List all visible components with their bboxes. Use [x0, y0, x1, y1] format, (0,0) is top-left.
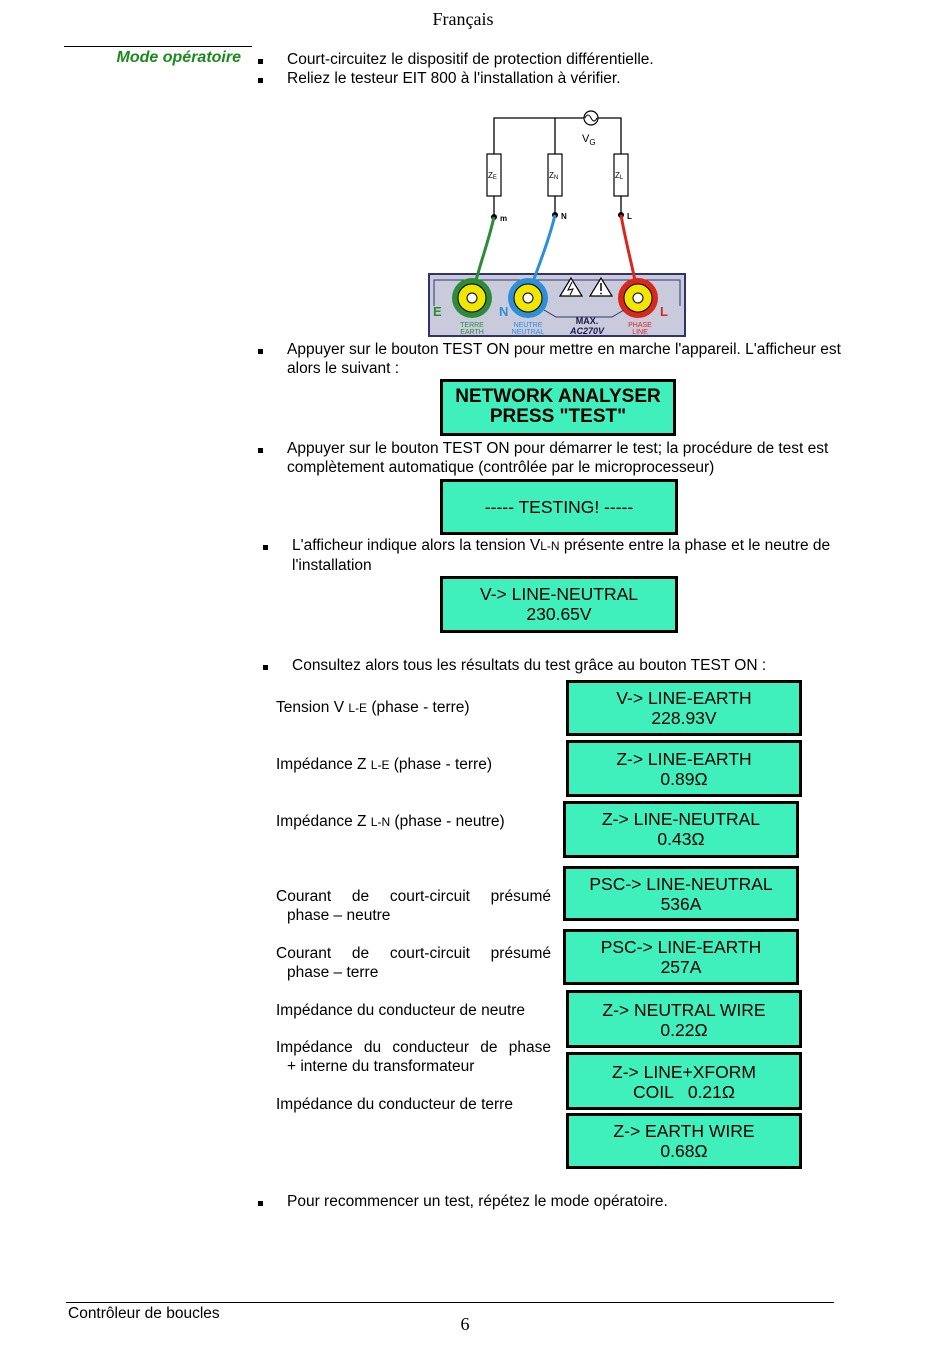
- lcd-display-network-analyser: [440, 379, 676, 436]
- max-voltage-label: AC270V: [569, 326, 605, 336]
- lcd-line: 0.89Ω: [660, 769, 708, 789]
- result-label-line-xform-cont: + interne du transformateur: [287, 1058, 475, 1075]
- terminal-label-neutral: N: [561, 212, 567, 221]
- result-label-psc-line-earth-cont: phase – terre: [287, 964, 379, 981]
- page-header-language: Français: [432, 9, 494, 29]
- max-label: MAX.: [575, 316, 599, 326]
- bullet-square-icon: [263, 665, 268, 670]
- result-label-psc-line-earth: Courant de court-circuit présumé: [276, 945, 551, 962]
- phase-label: PHASE: [628, 322, 652, 329]
- lcd-line: 228.93V: [651, 708, 717, 728]
- lcd-line: PRESS "TEST": [489, 406, 627, 427]
- lcd-display-psc-line-neutral: [563, 866, 799, 921]
- bullet-text: Court-circuitez le dispositif de protection différentielle.: [287, 51, 654, 68]
- bullet-item: [258, 50, 898, 69]
- section-rule: [64, 46, 252, 47]
- bullet-item: [263, 656, 863, 675]
- lcd-line: PSC-> LINE-EARTH: [600, 937, 762, 957]
- lcd-line: 536A: [660, 894, 702, 914]
- lcd-line: PSC-> LINE-NEUTRAL: [589, 874, 773, 894]
- result-label-psc-line-neutral: Courant de court-circuit présumé: [276, 888, 551, 905]
- result-label-neutral-wire: Impédance du conducteur de neutre: [276, 1002, 526, 1019]
- footer-title: Contrôleur de boucles: [68, 1305, 220, 1322]
- lcd-display-line-neutral-voltage: [440, 576, 678, 633]
- lcd-line: Z-> NEUTRAL WIRE: [602, 1000, 766, 1020]
- terminal-label-line: L: [627, 212, 632, 221]
- lcd-line: 230.65V: [526, 604, 592, 624]
- impedance-label-earth: ZE: [488, 171, 497, 181]
- lcd-display-earth-wire: [566, 1113, 802, 1169]
- bullet-square-icon: [258, 1201, 263, 1206]
- lcd-line: Z-> LINE+XFORM: [612, 1062, 756, 1082]
- lcd-line: Z-> LINE-EARTH: [616, 749, 752, 769]
- lcd-line: Z-> LINE-NEUTRAL: [601, 809, 760, 829]
- lcd-line: V-> LINE-EARTH: [616, 688, 752, 708]
- earth-letter: E: [433, 304, 442, 319]
- page-number: 6: [460, 1314, 470, 1334]
- bullet-square-icon: [258, 78, 263, 83]
- lcd-display-impedance-line-neutral: [563, 801, 799, 858]
- lcd-display-neutral-wire: [566, 990, 802, 1048]
- result-label-voltage-line-earth: Tension V L-E (phase - terre): [276, 699, 470, 716]
- bullet-text: Consultez alors tous les résultats du test grâce au bouton TEST ON :: [292, 657, 767, 674]
- terre-label: TERRE: [460, 322, 484, 329]
- bullet-square-icon: [263, 545, 268, 550]
- footer-rule: [66, 1302, 834, 1303]
- bullet-item: [258, 69, 898, 88]
- bullet-square-icon: [258, 349, 263, 354]
- lcd-line: ----- TESTING! -----: [484, 497, 634, 517]
- neutral-label: NEUTRAL: [511, 329, 545, 336]
- result-label-earth-wire: Impédance du conducteur de terre: [276, 1096, 513, 1113]
- lcd-display-testing: [440, 479, 678, 535]
- lcd-line: Z-> EARTH WIRE: [613, 1121, 755, 1141]
- lcd-display-psc-line-earth: [563, 929, 799, 985]
- lcd-display-line-xform: [566, 1052, 802, 1110]
- neutral-letter: N: [499, 304, 509, 319]
- lcd-line: 0.43Ω: [657, 829, 705, 849]
- bullet-square-icon: [258, 448, 263, 453]
- bullet-text: Appuyer sur le bouton TEST ON pour mettre en marche l'appareil. L'afficheur est alors le suivant :: [287, 341, 841, 377]
- result-label-impedance-line-earth: Impédance Z L-E (phase - terre): [276, 756, 492, 773]
- impedance-label-line: ZL: [615, 171, 624, 181]
- bullet-text: Pour recommencer un test, répétez le mode opératoire.: [287, 1193, 668, 1210]
- lcd-line: 0.68Ω: [660, 1141, 708, 1161]
- lcd-display-impedance-line-earth: [566, 740, 802, 797]
- connection-diagram: [428, 104, 688, 338]
- result-label-impedance-line-neutral: Impédance Z L-N (phase - neutre): [276, 813, 505, 830]
- generator-label: $V_G$: [582, 133, 596, 147]
- bullet-text: L'afficheur indique alors la tension VL-N présente entre la phase et le neutre de l'installation: [292, 537, 831, 574]
- neutre-label: NEUTRE: [513, 322, 543, 329]
- supply-wire: [494, 118, 621, 154]
- result-label-psc-line-neutral-cont: phase – neutre: [287, 907, 391, 924]
- section-title: Mode opératoire: [116, 49, 241, 66]
- lcd-line: V-> LINE-NEUTRAL: [479, 584, 639, 604]
- lcd-display-voltage-line-earth: [566, 680, 802, 736]
- terminal-label-earth: m: [500, 214, 508, 223]
- bullet-square-icon: [258, 59, 263, 64]
- impedance-label-neutral: ZN: [549, 171, 559, 181]
- earth-label: EARTH: [460, 329, 484, 336]
- lcd-line: NETWORK ANALYSER: [455, 386, 661, 407]
- bullet-item: [258, 340, 863, 378]
- bullet-item: [258, 1192, 858, 1211]
- result-label-line-xform: Impédance du conducteur de phase: [276, 1039, 551, 1056]
- bullet-text: Appuyer sur le bouton TEST ON pour démarrer le test; la procédure de test est complètement automatique (contrôlée par le microprocesseur): [287, 440, 829, 476]
- lcd-line: 257A: [660, 957, 702, 977]
- bullet-text: Reliez le testeur EIT 800 à l'installation à vérifier.: [287, 70, 621, 87]
- lcd-line: COIL 0.21Ω: [633, 1082, 735, 1102]
- phase-letter: L: [660, 304, 668, 319]
- bullet-item: [263, 536, 863, 574]
- lcd-line: 0.22Ω: [660, 1020, 708, 1040]
- bullet-item: [258, 439, 863, 477]
- line-label: LINE: [632, 329, 648, 336]
